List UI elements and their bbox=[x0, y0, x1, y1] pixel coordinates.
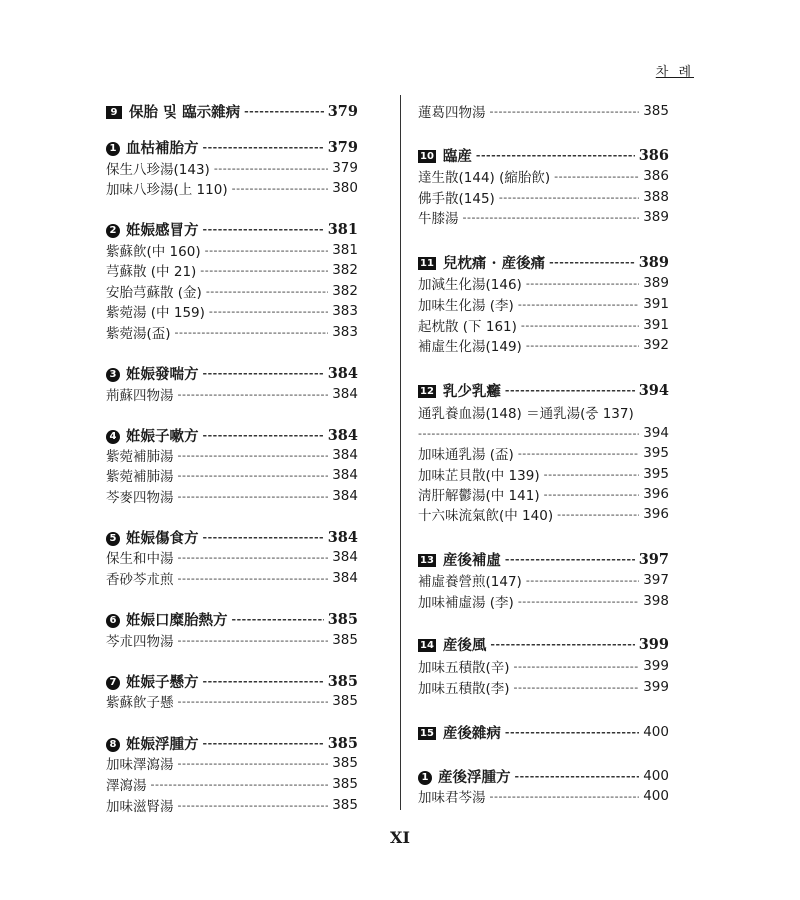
toc-title bbox=[418, 273, 522, 293]
dot-leader bbox=[549, 256, 635, 269]
toc-entry bbox=[418, 273, 669, 293]
toc-entry bbox=[106, 322, 358, 342]
toc-title-text: 加味五積散(李) bbox=[418, 681, 510, 697]
dot-leader bbox=[203, 223, 324, 236]
toc-title-text: 保生和中湯 bbox=[106, 551, 174, 567]
toc-page-number: 388 bbox=[643, 189, 669, 205]
toc-title bbox=[106, 609, 228, 630]
toc-heading bbox=[418, 766, 669, 786]
dot-leader bbox=[178, 757, 329, 770]
toc-entry bbox=[418, 207, 669, 227]
toc-title bbox=[418, 591, 514, 611]
toc-title-text: 通乳養血湯(148) ＝通乳湯(중 137) bbox=[418, 406, 634, 422]
toc-title bbox=[106, 281, 202, 301]
toc-title bbox=[418, 484, 540, 504]
toc-title bbox=[418, 402, 634, 422]
dot-leader bbox=[178, 469, 329, 482]
circled-number: 1 bbox=[106, 142, 120, 156]
dot-leader bbox=[490, 790, 640, 803]
toc-page-number: 386 bbox=[643, 168, 669, 184]
toc-title bbox=[418, 464, 540, 484]
toc-title-text: 保生八珍湯(143) bbox=[106, 162, 210, 178]
toc-page-number: 386 bbox=[638, 146, 669, 164]
toc-title bbox=[418, 786, 486, 806]
column-divider bbox=[400, 95, 401, 810]
toc-section bbox=[418, 145, 669, 165]
toc-title-text: 加味生化湯 (李) bbox=[418, 298, 514, 314]
toc-title-text: 姙娠發喘方 bbox=[126, 365, 199, 383]
toc-title-text: 臨産 bbox=[442, 147, 472, 165]
dot-leader bbox=[203, 367, 324, 380]
toc-entry bbox=[418, 402, 669, 422]
toc-page-number: 384 bbox=[332, 467, 358, 483]
dot-leader bbox=[544, 488, 639, 501]
toc-title-text: 牛膝湯 bbox=[418, 211, 459, 227]
toc-page-number: 399 bbox=[643, 658, 669, 674]
toc-title-text: 芎蘇散 (中 21) bbox=[106, 264, 197, 280]
toc-title-text: 加減生化湯(146) bbox=[418, 277, 522, 293]
toc-entry bbox=[418, 315, 669, 335]
dot-leader bbox=[206, 285, 328, 298]
toc-heading bbox=[106, 425, 358, 445]
toc-title-text: 加味滋腎湯 bbox=[106, 799, 174, 815]
toc-title bbox=[106, 178, 228, 198]
dot-leader bbox=[205, 244, 328, 257]
toc-page-number: 384 bbox=[332, 386, 358, 402]
dot-leader bbox=[178, 634, 329, 647]
toc-page-number: 396 bbox=[643, 506, 669, 522]
toc-entry bbox=[106, 178, 358, 198]
toc-title-text: 加味補虛湯 (李) bbox=[418, 595, 514, 611]
dot-leader bbox=[526, 277, 639, 290]
dot-leader bbox=[521, 319, 639, 332]
toc-title bbox=[418, 656, 510, 676]
toc-page-number: 384 bbox=[327, 426, 358, 444]
section-number-badge: 13 bbox=[420, 555, 434, 566]
toc-title-text: 産後浮腫方 bbox=[438, 768, 511, 786]
toc-entry bbox=[106, 630, 358, 650]
toc-title bbox=[106, 219, 199, 240]
dot-leader bbox=[200, 264, 328, 277]
toc-page-number: 394 bbox=[638, 381, 669, 399]
dot-leader bbox=[178, 490, 329, 503]
toc-entry bbox=[418, 786, 669, 806]
toc-heading bbox=[106, 671, 358, 691]
toc-section bbox=[418, 380, 669, 400]
toc-title-text: 姙娠口糜胎熱方 bbox=[126, 611, 228, 629]
toc-page-number: 396 bbox=[643, 486, 669, 502]
section-number-badge: 14 bbox=[420, 640, 434, 651]
toc-page-number: 389 bbox=[643, 209, 669, 225]
toc-entry bbox=[106, 281, 358, 301]
toc-page-number: 398 bbox=[643, 593, 669, 609]
toc-page-number: 382 bbox=[332, 283, 358, 299]
toc-title bbox=[106, 322, 171, 342]
toc-title-text: 紫菀湯 (中 159) bbox=[106, 305, 205, 321]
toc-page-number: 384 bbox=[332, 570, 358, 586]
dot-leader bbox=[554, 170, 639, 183]
toc-title bbox=[106, 137, 199, 158]
toc-page-number: 391 bbox=[643, 296, 669, 312]
toc-title bbox=[106, 527, 199, 548]
dot-leader bbox=[505, 553, 635, 566]
toc-title bbox=[106, 568, 174, 588]
dot-leader bbox=[178, 388, 329, 401]
dot-leader bbox=[518, 447, 639, 460]
dot-leader bbox=[526, 339, 639, 352]
toc-page-number: 379 bbox=[327, 102, 358, 120]
toc-title bbox=[418, 166, 550, 186]
toc-title-text: 姙娠浮腫方 bbox=[126, 735, 199, 753]
circled-number: 4 bbox=[106, 430, 120, 444]
toc-heading bbox=[106, 219, 358, 239]
toc-page-number: 385 bbox=[643, 103, 669, 119]
dot-leader bbox=[203, 737, 324, 750]
dot-leader bbox=[203, 141, 324, 154]
toc-title-text: 姙娠傷食方 bbox=[126, 529, 199, 547]
toc-page-number: 389 bbox=[638, 253, 669, 271]
section-number-badge: 9 bbox=[106, 106, 122, 119]
circled-number: 2 bbox=[106, 224, 120, 238]
toc-title bbox=[418, 315, 517, 335]
dot-leader bbox=[418, 427, 639, 440]
toc-entry bbox=[418, 677, 669, 697]
dot-leader bbox=[244, 105, 324, 118]
toc-entry bbox=[418, 443, 669, 463]
section-number-badge: 11 bbox=[420, 258, 434, 269]
toc-title-text: 兒枕痛 · 産後痛 bbox=[442, 254, 546, 272]
toc-title bbox=[106, 101, 240, 122]
dot-leader bbox=[490, 105, 640, 118]
dot-leader bbox=[499, 191, 639, 204]
toc-title bbox=[106, 630, 174, 650]
toc-entry bbox=[418, 101, 669, 121]
toc-entry bbox=[106, 691, 358, 711]
toc-entry bbox=[418, 656, 669, 676]
toc-page-number: 395 bbox=[643, 445, 669, 461]
toc-entry bbox=[418, 464, 669, 484]
circled-number: 7 bbox=[106, 676, 120, 690]
toc-section bbox=[418, 252, 669, 272]
toc-title-text: 乳少乳癰 bbox=[442, 382, 501, 400]
dot-leader bbox=[518, 595, 639, 608]
toc-title bbox=[106, 547, 174, 567]
dot-leader bbox=[544, 468, 639, 481]
toc-page-number: 381 bbox=[332, 242, 358, 258]
toc-entry bbox=[418, 166, 669, 186]
toc-title bbox=[418, 380, 501, 401]
toc-page-number: 399 bbox=[643, 679, 669, 695]
toc-page-number: 399 bbox=[638, 635, 669, 653]
toc-section bbox=[418, 634, 669, 654]
toc-page-number: 385 bbox=[332, 776, 358, 792]
toc-entry bbox=[106, 486, 358, 506]
toc-title bbox=[418, 207, 459, 227]
toc-title-text: 姙娠感冒方 bbox=[126, 221, 199, 239]
toc-entry bbox=[106, 301, 358, 321]
toc-title-text: 芩朮四物湯 bbox=[106, 634, 174, 650]
toc-page-number: 400 bbox=[643, 768, 669, 784]
circled-number: 5 bbox=[106, 532, 120, 546]
toc-entry bbox=[418, 294, 669, 314]
toc-title-text: 加味五積散(辛) bbox=[418, 660, 510, 676]
toc-entry bbox=[418, 335, 669, 355]
toc-page-number: 385 bbox=[327, 734, 358, 752]
dot-leader bbox=[232, 182, 328, 195]
toc-title-text: 加味芷貝散(中 139) bbox=[418, 468, 540, 484]
dot-leader bbox=[232, 613, 324, 626]
toc-section bbox=[418, 722, 669, 742]
dot-leader bbox=[203, 531, 324, 544]
dot-leader bbox=[490, 638, 634, 651]
dot-leader bbox=[175, 326, 328, 339]
toc-entry bbox=[106, 158, 358, 178]
toc-page-number: 385 bbox=[327, 610, 358, 628]
section-number-badge: 15 bbox=[420, 728, 434, 739]
dot-leader bbox=[526, 574, 639, 587]
dot-leader bbox=[514, 660, 639, 673]
toc-title bbox=[106, 671, 199, 692]
toc-title-text: 蓮葛四物湯 bbox=[418, 105, 486, 121]
toc-title bbox=[418, 294, 514, 314]
toc-title-text: 産後雜病 bbox=[442, 724, 501, 742]
toc-title-text: 保胎 및 臨示雜病 bbox=[129, 103, 241, 121]
toc-title-text: 紫菀補肺湯 bbox=[106, 449, 174, 465]
toc-title bbox=[418, 570, 522, 590]
dot-leader bbox=[178, 551, 329, 564]
toc-title bbox=[418, 634, 486, 655]
dot-leader bbox=[178, 799, 329, 812]
toc-title bbox=[106, 465, 174, 485]
dot-leader bbox=[214, 162, 328, 175]
toc-title bbox=[106, 363, 199, 384]
toc-title bbox=[418, 722, 501, 743]
toc-entry bbox=[106, 547, 358, 567]
toc-page-number: 391 bbox=[643, 317, 669, 333]
toc-entry bbox=[418, 187, 669, 207]
toc-page-number: 397 bbox=[638, 550, 669, 568]
dot-leader bbox=[505, 384, 635, 397]
dot-leader bbox=[209, 305, 328, 318]
dot-leader bbox=[515, 770, 640, 783]
toc-title bbox=[106, 301, 205, 321]
toc-page-number: 384 bbox=[332, 447, 358, 463]
toc-title-text: 紫菀補肺湯 bbox=[106, 469, 174, 485]
dot-leader bbox=[463, 211, 640, 224]
toc-title bbox=[418, 252, 545, 273]
toc-title bbox=[106, 795, 174, 815]
circled-number: 8 bbox=[106, 738, 120, 752]
toc-title-text: 十六味流氣飮(中 140) bbox=[418, 508, 554, 524]
toc-title bbox=[418, 443, 514, 463]
toc-page-number: 382 bbox=[332, 262, 358, 278]
toc-title-text: 産後風 bbox=[442, 636, 487, 654]
toc-title bbox=[418, 549, 501, 570]
toc-page-number: 392 bbox=[643, 337, 669, 353]
toc-entry bbox=[106, 260, 358, 280]
toc-entry bbox=[106, 465, 358, 485]
section-number-badge: 10 bbox=[420, 151, 434, 162]
circled-number: 1 bbox=[418, 771, 432, 785]
toc-page-number: 380 bbox=[332, 180, 358, 196]
toc-title-text: 起枕散 (下 161) bbox=[418, 319, 517, 335]
section-number-badge: 12 bbox=[420, 386, 434, 397]
toc-page-number: 385 bbox=[332, 632, 358, 648]
toc-entry bbox=[106, 384, 358, 404]
toc-page-number: 381 bbox=[327, 220, 358, 238]
toc-title-text: 加味通乳湯 (盃) bbox=[418, 447, 514, 463]
toc-page-number: 384 bbox=[332, 488, 358, 504]
toc-page-number: 384 bbox=[327, 528, 358, 546]
toc-page-number: 395 bbox=[643, 466, 669, 482]
toc-section bbox=[418, 549, 669, 569]
toc-title bbox=[418, 187, 495, 207]
toc-entry bbox=[106, 795, 358, 815]
toc-title bbox=[106, 733, 199, 754]
toc-title bbox=[418, 504, 553, 524]
toc-page-number: 389 bbox=[643, 275, 669, 291]
toc-title-text: 香砂芩朮煎 bbox=[106, 572, 174, 588]
toc-page-number: 394 bbox=[643, 425, 669, 441]
toc-heading bbox=[106, 527, 358, 547]
toc-title bbox=[106, 753, 174, 773]
toc-page-number: 400 bbox=[643, 788, 669, 804]
toc-title bbox=[106, 384, 174, 404]
toc-title-text: 淸肝解鬱湯(中 141) bbox=[418, 488, 540, 504]
toc-title bbox=[106, 774, 147, 794]
toc-entry bbox=[106, 568, 358, 588]
toc-title-text: 血枯補胎方 bbox=[126, 139, 199, 157]
dot-leader bbox=[514, 681, 639, 694]
toc-page-number: 385 bbox=[332, 797, 358, 813]
toc-title bbox=[106, 158, 210, 178]
dot-leader bbox=[557, 508, 639, 521]
toc-title bbox=[106, 425, 199, 446]
toc-entry bbox=[106, 774, 358, 794]
toc-title-text: 澤瀉湯 bbox=[106, 778, 147, 794]
toc-heading bbox=[106, 609, 358, 629]
dot-leader bbox=[178, 695, 329, 708]
toc-title bbox=[418, 335, 522, 355]
circled-number: 6 bbox=[106, 614, 120, 628]
toc-title-text: 芩麥四物湯 bbox=[106, 490, 174, 506]
toc-title-text: 補虛生化湯(149) bbox=[418, 339, 522, 355]
page-number-footer: XI bbox=[390, 828, 410, 847]
toc-title-text: 加味君芩湯 bbox=[418, 790, 486, 806]
toc-heading bbox=[106, 137, 358, 157]
toc-title bbox=[106, 260, 196, 280]
toc-entry bbox=[106, 753, 358, 773]
dot-leader bbox=[178, 449, 329, 462]
toc-heading bbox=[106, 733, 358, 753]
toc-page-number: 397 bbox=[643, 572, 669, 588]
toc-title-text: 紫菀湯(盃) bbox=[106, 326, 171, 342]
dot-leader bbox=[203, 429, 324, 442]
toc-title bbox=[106, 445, 174, 465]
toc-title-text: 達生散(144) (縮胎飮) bbox=[418, 170, 551, 186]
toc-entry bbox=[106, 240, 358, 260]
dot-leader bbox=[178, 572, 329, 585]
toc-title-text: 姙娠子懸方 bbox=[126, 673, 199, 691]
toc-page-number: 385 bbox=[332, 693, 358, 709]
toc-entry bbox=[418, 570, 669, 590]
toc-page-number: 384 bbox=[332, 549, 358, 565]
toc-title-text: 紫蘇飮子懸 bbox=[106, 695, 174, 711]
toc-entry bbox=[418, 504, 669, 524]
toc-page-number: 400 bbox=[643, 724, 669, 740]
toc-section bbox=[106, 101, 358, 121]
toc-title bbox=[106, 240, 201, 260]
circled-number: 3 bbox=[106, 368, 120, 382]
toc-title-text: 荊蘇四物湯 bbox=[106, 388, 174, 404]
toc-title bbox=[418, 145, 472, 166]
toc-title bbox=[106, 486, 174, 506]
toc-title-text: 紫蘇飮(中 160) bbox=[106, 244, 201, 260]
toc-title-text: 補虛養營煎(147) bbox=[418, 574, 522, 590]
toc-page-number: 384 bbox=[327, 364, 358, 382]
toc-continuation bbox=[418, 423, 669, 443]
toc-title-text: 加味八珍湯(上 110) bbox=[106, 182, 228, 198]
toc-page-number: 379 bbox=[327, 138, 358, 156]
dot-leader bbox=[203, 675, 324, 688]
dot-leader bbox=[505, 726, 639, 739]
toc-title bbox=[418, 101, 486, 121]
toc-title bbox=[106, 691, 174, 711]
toc-page-number: 383 bbox=[332, 324, 358, 340]
toc-title-text: 加味澤瀉湯 bbox=[106, 757, 174, 773]
toc-title-text: 佛手散(145) bbox=[418, 191, 495, 207]
toc-title-text: 姙娠子嗽方 bbox=[126, 427, 199, 445]
page-header: 차 례 bbox=[655, 65, 694, 80]
dot-leader bbox=[476, 149, 635, 162]
toc-entry bbox=[106, 445, 358, 465]
toc-page-number: 385 bbox=[327, 672, 358, 690]
toc-page-number: 379 bbox=[332, 160, 358, 176]
toc-page-number: 385 bbox=[332, 755, 358, 771]
toc-title bbox=[418, 677, 510, 697]
toc-title bbox=[418, 766, 511, 787]
dot-leader bbox=[151, 778, 329, 791]
toc-page-number: 383 bbox=[332, 303, 358, 319]
dot-leader bbox=[518, 298, 639, 311]
toc-heading bbox=[106, 363, 358, 383]
toc-title-text: 産後補虛 bbox=[442, 551, 501, 569]
toc-title-text: 安胎芎蘇散 (金) bbox=[106, 285, 202, 301]
toc-entry bbox=[418, 591, 669, 611]
toc-entry bbox=[418, 484, 669, 504]
